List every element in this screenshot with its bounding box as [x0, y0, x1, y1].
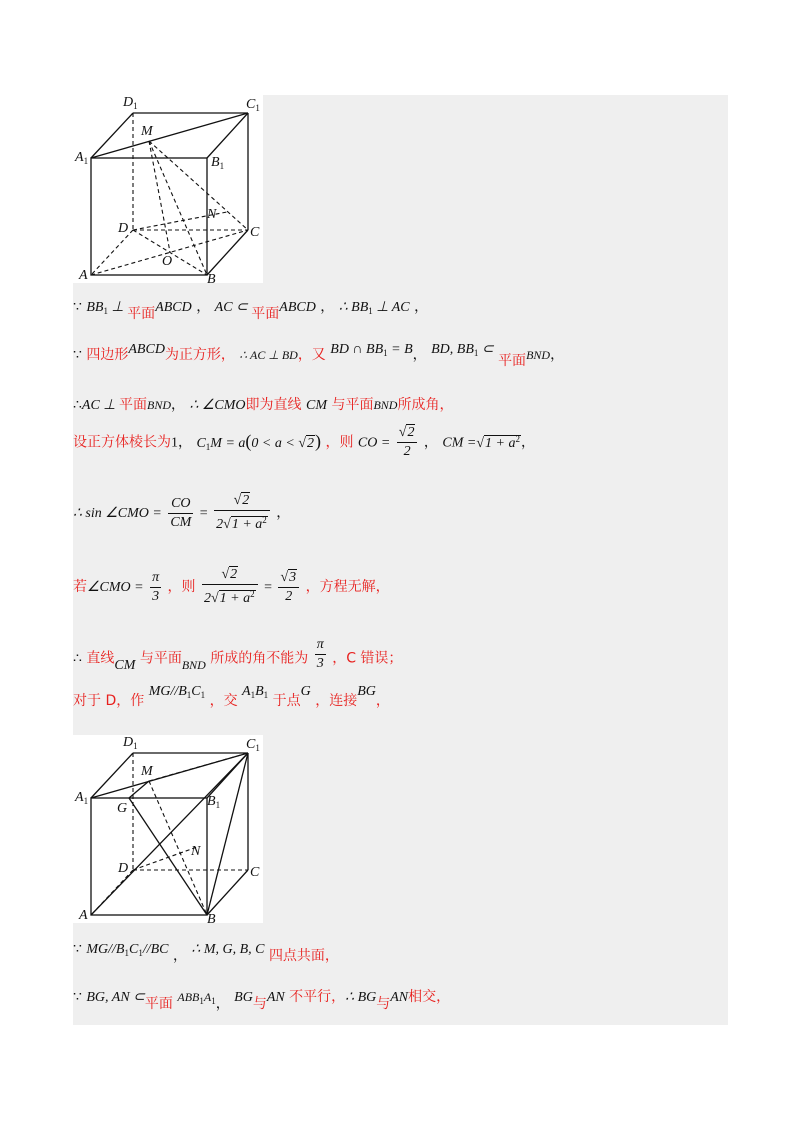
line-2: ∵ 四边形ABCD为正方形， ∴ AC ⊥ BD，又 BD ∩ $BB_1 = B$， BD, $BB_1$ ⊂ 平面BND， — [73, 342, 565, 369]
line-10: ∵ BG, AN ⊂平面 $ABB_1A_1$， BG与AN 不平行，∴ BG与AN相交， — [73, 989, 451, 1012]
cube-diagram-2 — [73, 735, 263, 923]
label-D1: $D_1$ — [123, 735, 138, 751]
label-M: M — [141, 124, 153, 139]
label-B: B — [207, 912, 216, 923]
label-B1: $B_1$ — [211, 155, 225, 171]
line-9: ∵ $MG//B_1C_1//BC$ ， ∴ M, G, B, C 四点共面， — [73, 942, 339, 964]
line-5: ∴ sin ∠CMO = $\frac{CO}{CM}$ = $\frac{√2}{2√1 + a^2}$ ， — [73, 493, 291, 532]
cube-figure-2 — [73, 735, 263, 923]
label-N: N — [191, 844, 201, 859]
label-D: D — [118, 221, 129, 236]
label-B: B — [207, 272, 216, 283]
label-C1: $C_1$ — [246, 737, 260, 753]
line-1: ∵ $BB_1$ ⊥ 平面ABCD ， AC ⊂ 平面ABCD ， ∴ $BB_1$ ⊥ AC ， — [73, 300, 429, 322]
label-N: N — [207, 207, 217, 222]
line-6: 若∠CMO = $\frac{\pi}{3}$ ，则 $\frac{√2}{2√1 + a^2}$ = $\frac{√3}{2}$ ，方程无解， — [73, 567, 390, 606]
line-3: ∴AC ⊥ 平面BND， ∴ ∠CMO即为直线 CM 与平面BND所成角， — [73, 397, 454, 413]
label-B1: $B_1$ — [207, 794, 221, 810]
line-8: 对于 D，作 $MG//B_1C_1$ ，交 $A_1B_1$ 于点G ，连接BG， — [73, 684, 390, 709]
label-A1: $A_1$ — [75, 790, 89, 806]
label-C: C — [250, 865, 260, 880]
label-A: A — [79, 268, 88, 283]
cube-figure-1 — [73, 95, 263, 283]
label-A1: $A_1$ — [75, 150, 89, 166]
line-7: ∴ 直线CM 与平面BND 所成的角不能为 $\frac{\pi}{3}$ ，C 错误； — [73, 637, 403, 673]
label-C: C — [250, 225, 260, 240]
label-O: O — [162, 254, 173, 269]
label-M: M — [141, 764, 153, 779]
label-C1: $C_1$ — [246, 97, 260, 113]
label-A: A — [79, 908, 88, 923]
label-G: G — [117, 801, 128, 816]
label-D1: $D_1$ — [123, 95, 138, 111]
label-D: D — [118, 861, 129, 876]
line-4: 设正方体棱长为1， $C_1M = a(0 < a < √2)$ ，则 CO = $\frac{√2}{2}$ ， CM $=√1 + a^2$， — [73, 425, 535, 459]
cube-diagram-1 — [73, 95, 263, 283]
